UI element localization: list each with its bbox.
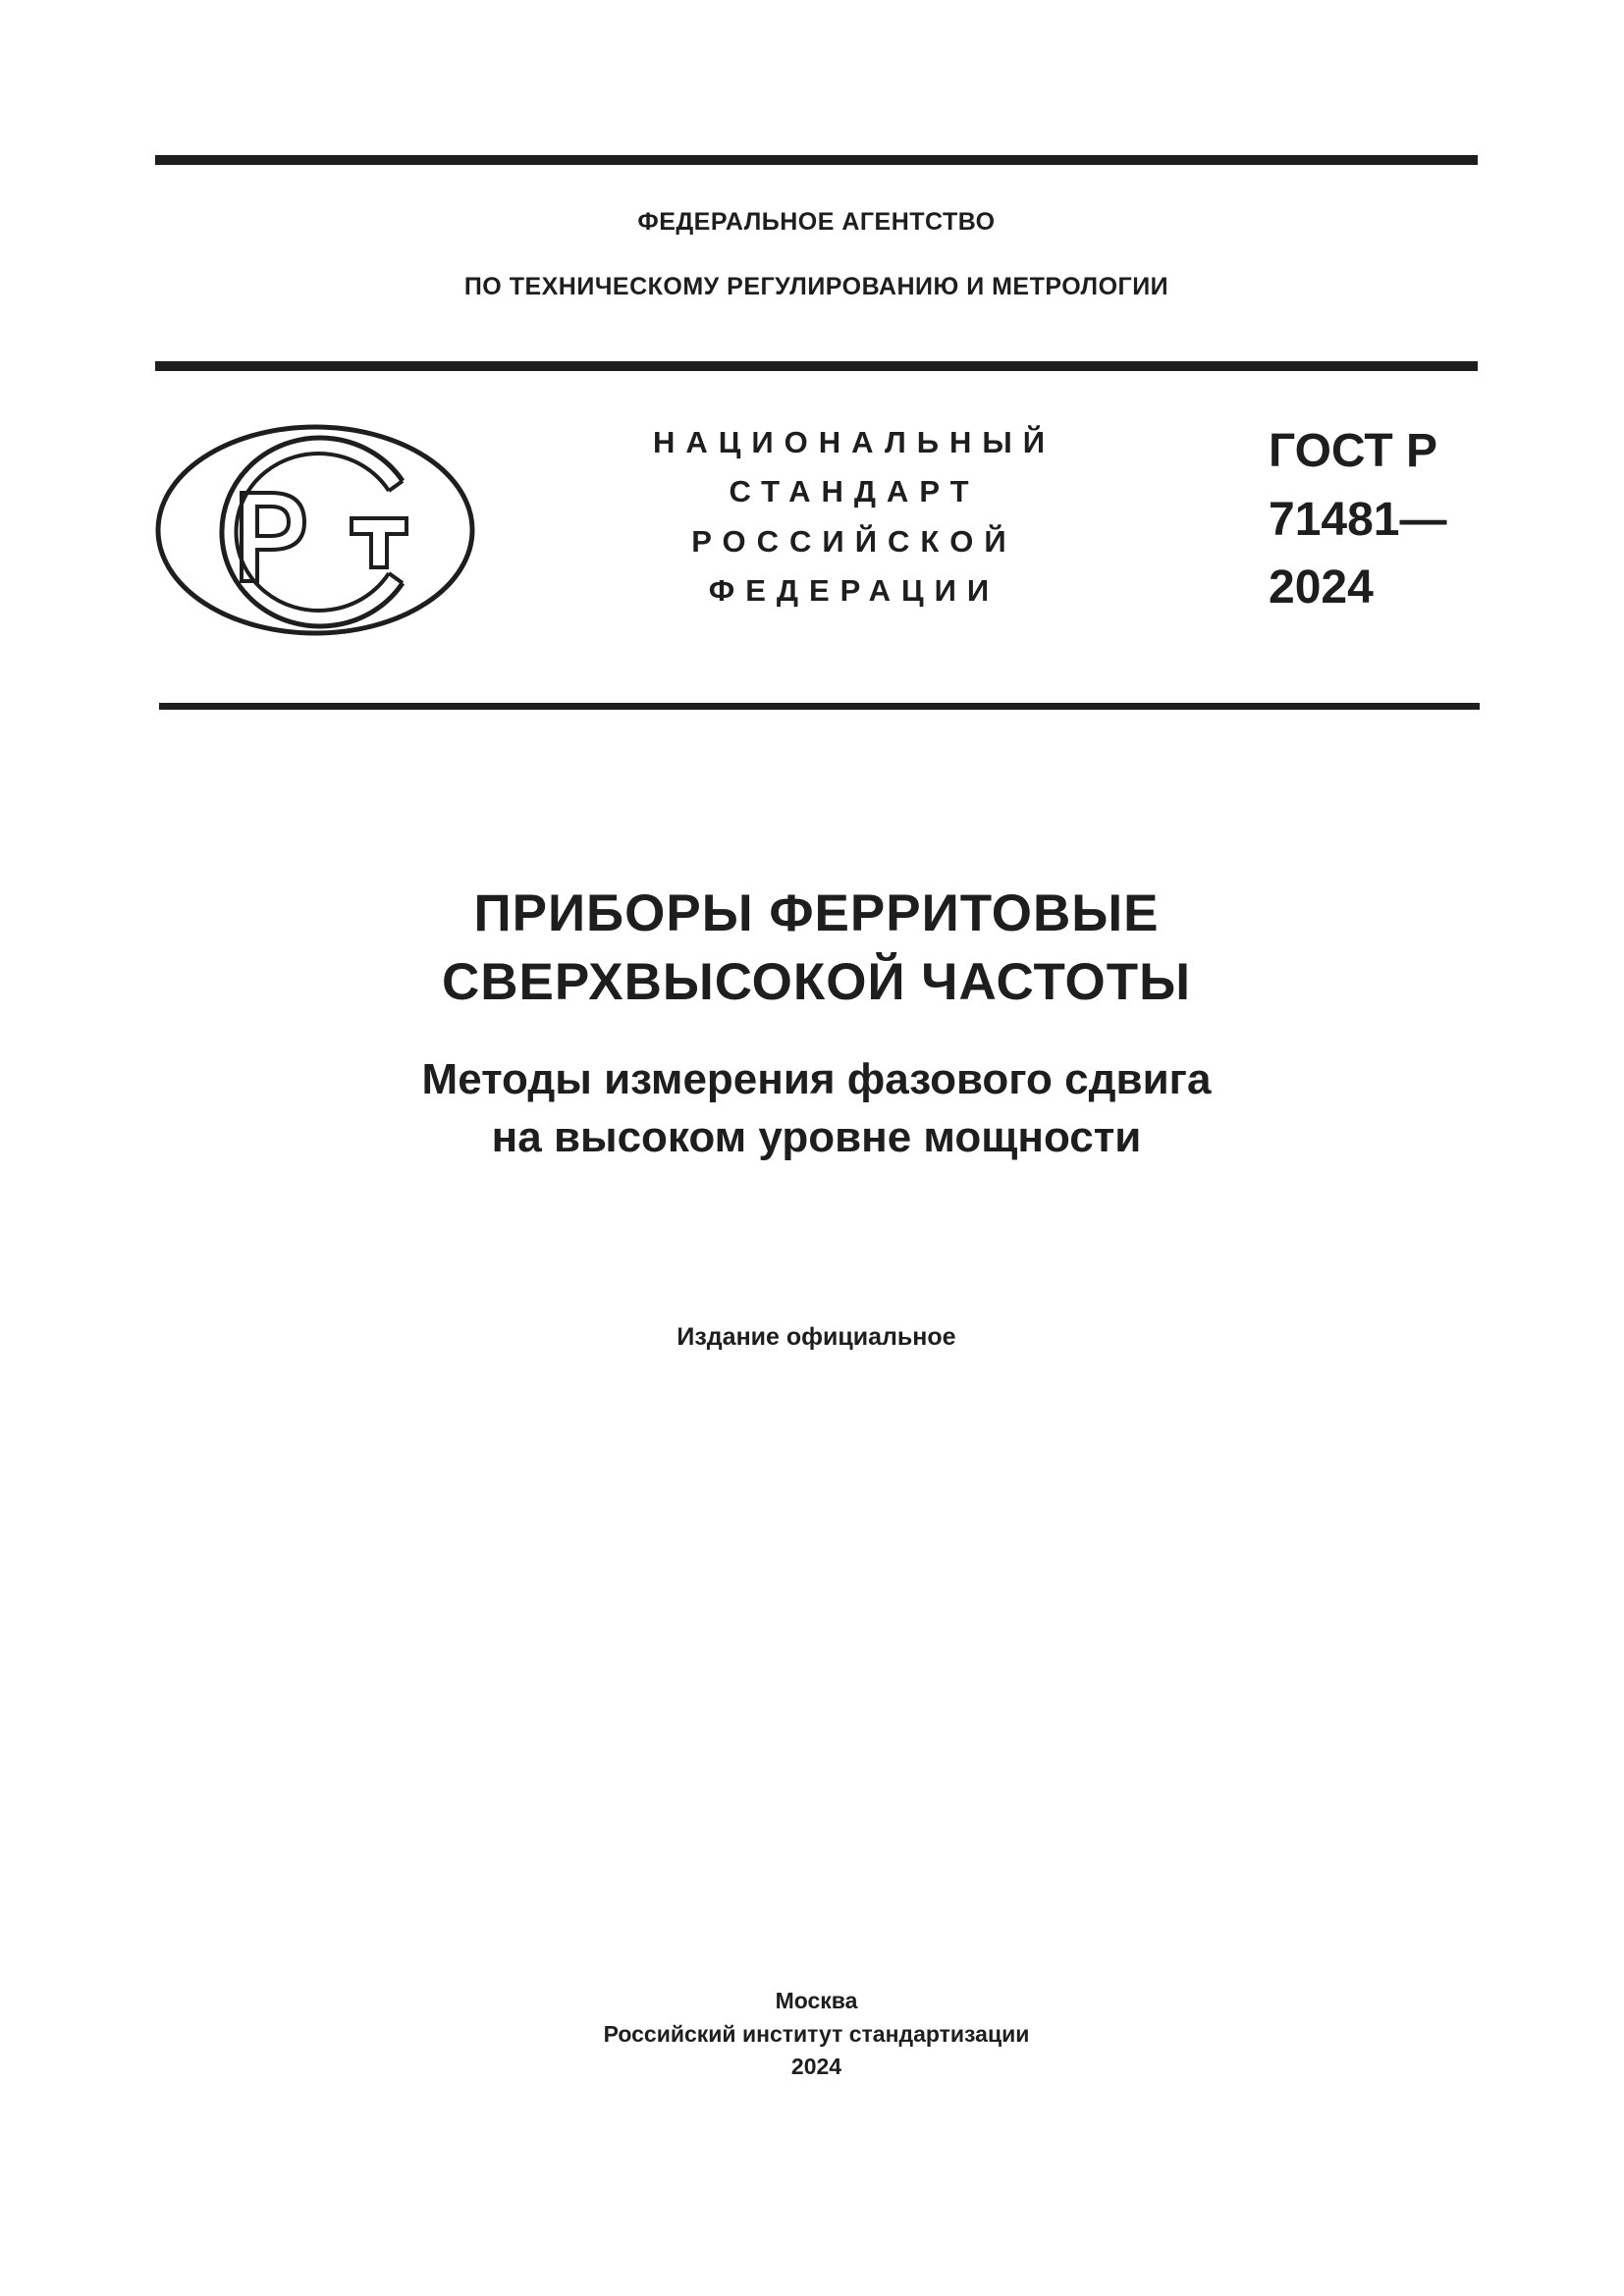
- standard-type-line1: НАЦИОНАЛЬНЫЙ: [652, 425, 1056, 459]
- designation-line2: 71481—: [1269, 494, 1447, 546]
- document-subtitle-line1: Методы измерения фазового сдвига: [421, 1055, 1212, 1103]
- standard-type-line3: РОССИЙСКОЙ: [691, 524, 1017, 559]
- agency-name-line2: ПО ТЕХНИЧЕСКОМУ РЕГУЛИРОВАНИЮ И МЕТРОЛОГИИ: [463, 273, 1169, 300]
- standard-type-line2: СТАНДАРТ: [729, 474, 980, 508]
- standard-type-line4: ФЕДЕРАЦИИ: [708, 573, 1001, 608]
- imprint-city: Москва: [775, 1988, 858, 2013]
- imprint-year: 2024: [790, 2054, 842, 2079]
- document-title-line1: ПРИБОРЫ ФЕРРИТОВЫЕ: [473, 884, 1160, 942]
- bottom-rule: [159, 703, 1480, 710]
- document-title-line2: СВЕРХВЫСОКОЙ ЧАСТОТЫ: [441, 953, 1191, 1011]
- middle-rule: [155, 361, 1478, 371]
- rst-logo-icon: [155, 424, 475, 636]
- edition-note: Издание официальное: [677, 1323, 956, 1351]
- designation-line1: ГОСТ Р: [1269, 425, 1438, 477]
- top-rule: [155, 155, 1478, 165]
- agency-name-line1: ФЕДЕРАЛЬНОЕ АГЕНТСТВО: [637, 208, 996, 236]
- imprint-publisher: Российский институт стандартизации: [603, 2021, 1030, 2047]
- designation-line3: 2024: [1269, 561, 1374, 614]
- document-subtitle-line2: на высоком уровне мощности: [491, 1113, 1142, 1161]
